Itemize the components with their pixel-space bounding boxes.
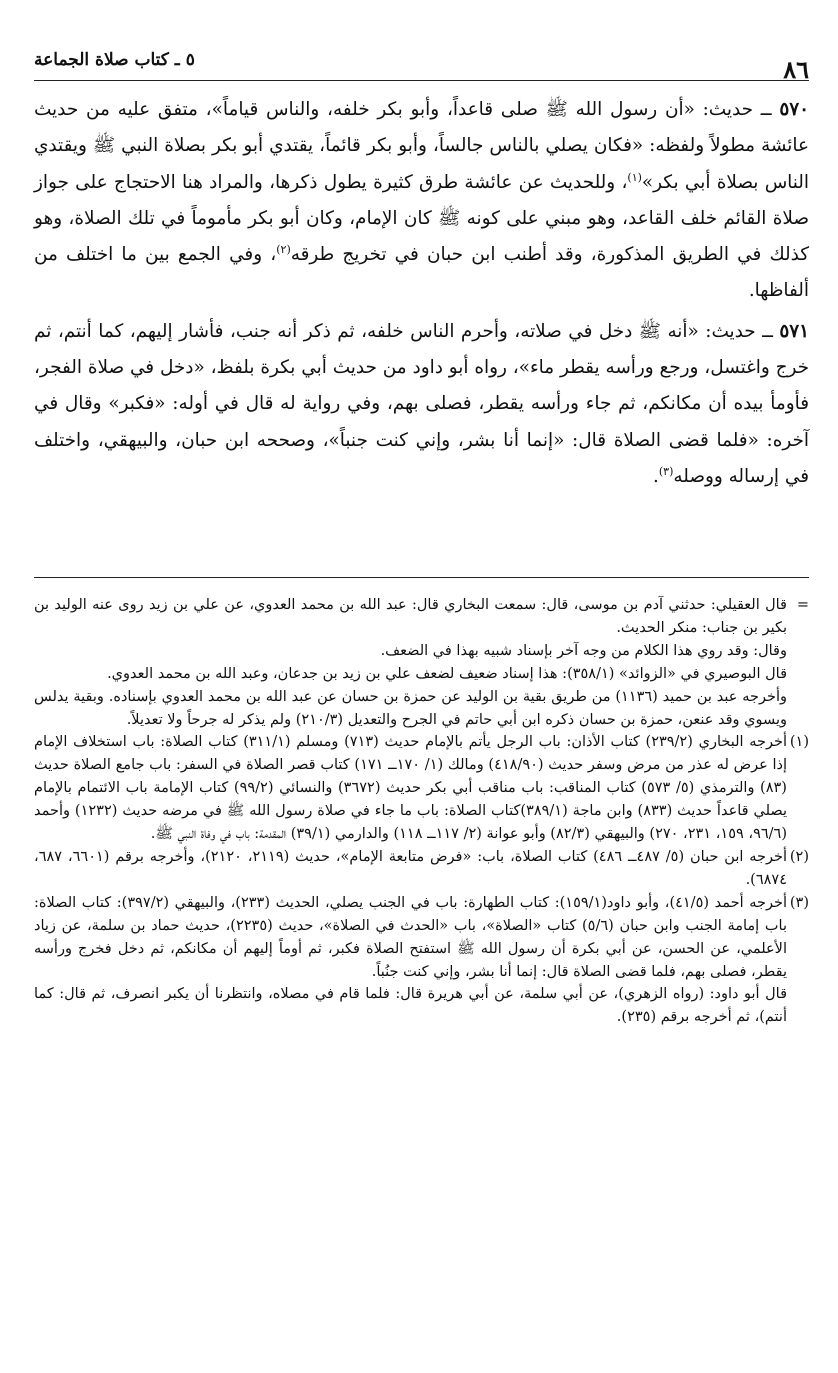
footnote-paragraph: وأخرجه عبد بن حميد (١١٣٦) من طريق بقية بن الوليد عن حمزة بن حسان عن عبد الله بن محمد العدوي بإسناده. وبقية يدلس ويسوي وقد عنعن، حمزة بن حسان ذكره ابن أبي حاتم في الجرح والتعديل (٢١٠/٣) ولم يذكر له جرحاً ولا تعديلاً.	[34, 688, 787, 728]
footnote-2	[34, 846, 809, 892]
footnote-paragraph: قال العقيلي: حدثني آدم بن موسى، قال: سمعت البخاري قال: عبد الله بن محمد العدوي، عن علي بن زيد روى عنه الوليد بن بكير بن جناب: منكر الحديث.	[34, 597, 787, 636]
hadith-text-after: ، وللحديث عن عائشة طرق كثيرة يطول ذكرها، والمراد هنا الاحتجاج على جواز صلاة القائم خلف القاعد، وهو مبني على كونه ﷺ كان الإمام، وكان أبو بكر مأموماً في تلك الصلاة، وهو كذلك في الطريق المذكورة، وقد أطنب ابن حبان في تخريج طرقه	[34, 171, 809, 266]
footnote-paragraph: أخرجه البخاري (٢٣٩/٢) كتاب الأذان: باب الرجل يأتم بالإمام حديث (٧١٣) ومسلم (٣١١/١) كتاب الصلاة: باب استخلاف الإمام إذا عرض له عذر من مرض وسفر حديث (٤١٨/٩٠) ومالك (١/ ١٧٠ــ ١٧١) كتاب قصر الصلاة في السفر: باب جامع الصلاة حديث (٨٣) والترمذي (٥/ ٥٧٣) كتاب المناقب: باب مناقب أبي بكر حديث (٣٦٧٢) والنسائي (٩٩/٢) كتاب الإمامة باب الائتمام بالإمام يصلي قاعداً حديث (٨٣٣) وابن ماجة (٣٨٩/١)كتاب الصلاة: باب ما جاء في صلاة رسول الله ﷺ في مرضه حديث (١٢٣٢) وأحمد (٩٦/٦، ١٥٩، ٢٣١، ٢٧٠) والبيهقي (٨٢/٣) وأبو عوانة (٢/ ١١٧ــ ١١٨) والدارمي (٣٩/١) المقدمة: باب في وفاة النبي ﷺ.	[34, 734, 788, 843]
footnote-ref[interactable]: (١)	[627, 170, 642, 184]
hadith-570	[34, 92, 809, 310]
footnote-ref[interactable]: (٢)	[276, 243, 291, 257]
page-number: ٨٦	[783, 54, 809, 84]
main-text	[34, 92, 809, 495]
hadith-text: ــ حديث: «أن رسول الله ﷺ صلى قاعداً، وأبو بكر خلفه، والناس قياماً»، متفق عليه من حديث عائشة مطولاً ولفظه: «فكان يصلي بالناس جالساً، وأبو بكر قائماً، يقتدي أبو بكر بصلاة النبي ﷺ ويقتدي الناس بصلاة أبي بكر»	[34, 99, 810, 193]
hadith-number: ٥٧١	[779, 320, 809, 342]
footnote-paragraph: قال أبو داود: (رواه الزهري)، عن أبي سلمة، عن أبي هريرة قال: فلما قام في مصلاه، وانتظرنا أن يكبر انصرف، ثم قال: كما أنتم)، ثم أخرجه برقم (٢٣٥).	[34, 986, 787, 1026]
footnote-continuation	[34, 594, 809, 731]
footnote-paragraph: وقال: وقد روي هذا الكلام من وجه آخر بإسناد شبيه بهذا في الضعف.	[380, 642, 787, 659]
footnote-paragraph: قال البوصيري في «الزوائد» (٣٥٨/١): هذا إسناد ضعيف لضعف علي بن زيد بن جدعان، وعبد الله بن محمد العدوي.	[107, 665, 787, 682]
page-header	[34, 40, 809, 84]
hadith-text-end: ، وفي الجمع بين ما اختلف من ألفاظها.	[34, 244, 809, 302]
footnote-divider	[34, 577, 809, 578]
hadith-571	[34, 314, 809, 495]
running-title: ٥ ـ كتاب صلاة الجماعة	[34, 50, 195, 70]
hadith-text: ــ حديث: «أنه ﷺ دخل في صلاته، وأحرم الناس خلفه، ثم ذكر أنه جنب، فأشار إليهم، كما أنتم، ثم خرج واغتسل، ورجع ورأسه يقطر ماء»، رواه أبو داود من حديث أبي بكرة بلفظ، «دخل في صلاة الفجر، فأومأ بيده أن مكانكم، ثم جاء ورأسه يقطر، فصلى بهم، وفي رواية له قال في أوله: «فكبر» وقال في آخره: «فلما قضى الصلاة قال: «إنما أنا بشر، وإني كنت جنباً»، وصححه ابن حبان، والبيهقي، واختلف في إرساله ووصله	[34, 320, 809, 487]
hadith-number: ٥٧٠	[779, 99, 809, 120]
footnote-paragraph: أخرجه أحمد (٤١/٥)، وأبو داود(١٥٩/١): كتاب الطهارة: باب في الجنب يصلي، الحديث (٢٣٣)، والبيهقي (٣٩٧/٢): كتاب الصلاة: باب إمامة الجنب وابن حبان (٥/٦) كتاب «الصلاة»، باب «الحدث في الصلاة»، حديث (٢٢٣٥)، حديث حماد بن سلمة، عن زياد الأعلمي، عن الحسن، عن أبي بكرة أن رسول الله ﷺ استفتح الصلاة فكبر، ثم أوماً إليهم أن مكانكم، ثم دخل فخرج ورأسه يقطر، فصلى بهم، فلما قضى الصلاة قال: إنما أنا بشر، وإني كنت جنُباً.	[34, 894, 788, 980]
footnote-ref[interactable]: (٣)	[658, 464, 674, 478]
footnote-3	[34, 892, 809, 1029]
footnote-marker: (٢)	[789, 848, 809, 865]
footnote-paragraph: أخرجه ابن حبان (٥/ ٤٨٧ــ ٤٨٦) كتاب الصلاة، باب: «فرض متابعة الإمام»، حديث (٢١١٩، ٢١٢٠)، وأخرجه برقم (٦٦٠١، ٦٨٧، ٦٨٧٤).	[34, 848, 787, 888]
footnote-1	[34, 731, 809, 846]
footnote-marker: (٣)	[789, 894, 809, 911]
footnotes	[34, 594, 809, 1029]
footnote-marker: (١)	[789, 734, 809, 751]
hadith-text-end: .	[653, 465, 659, 487]
footnote-marker: =	[796, 597, 809, 613]
